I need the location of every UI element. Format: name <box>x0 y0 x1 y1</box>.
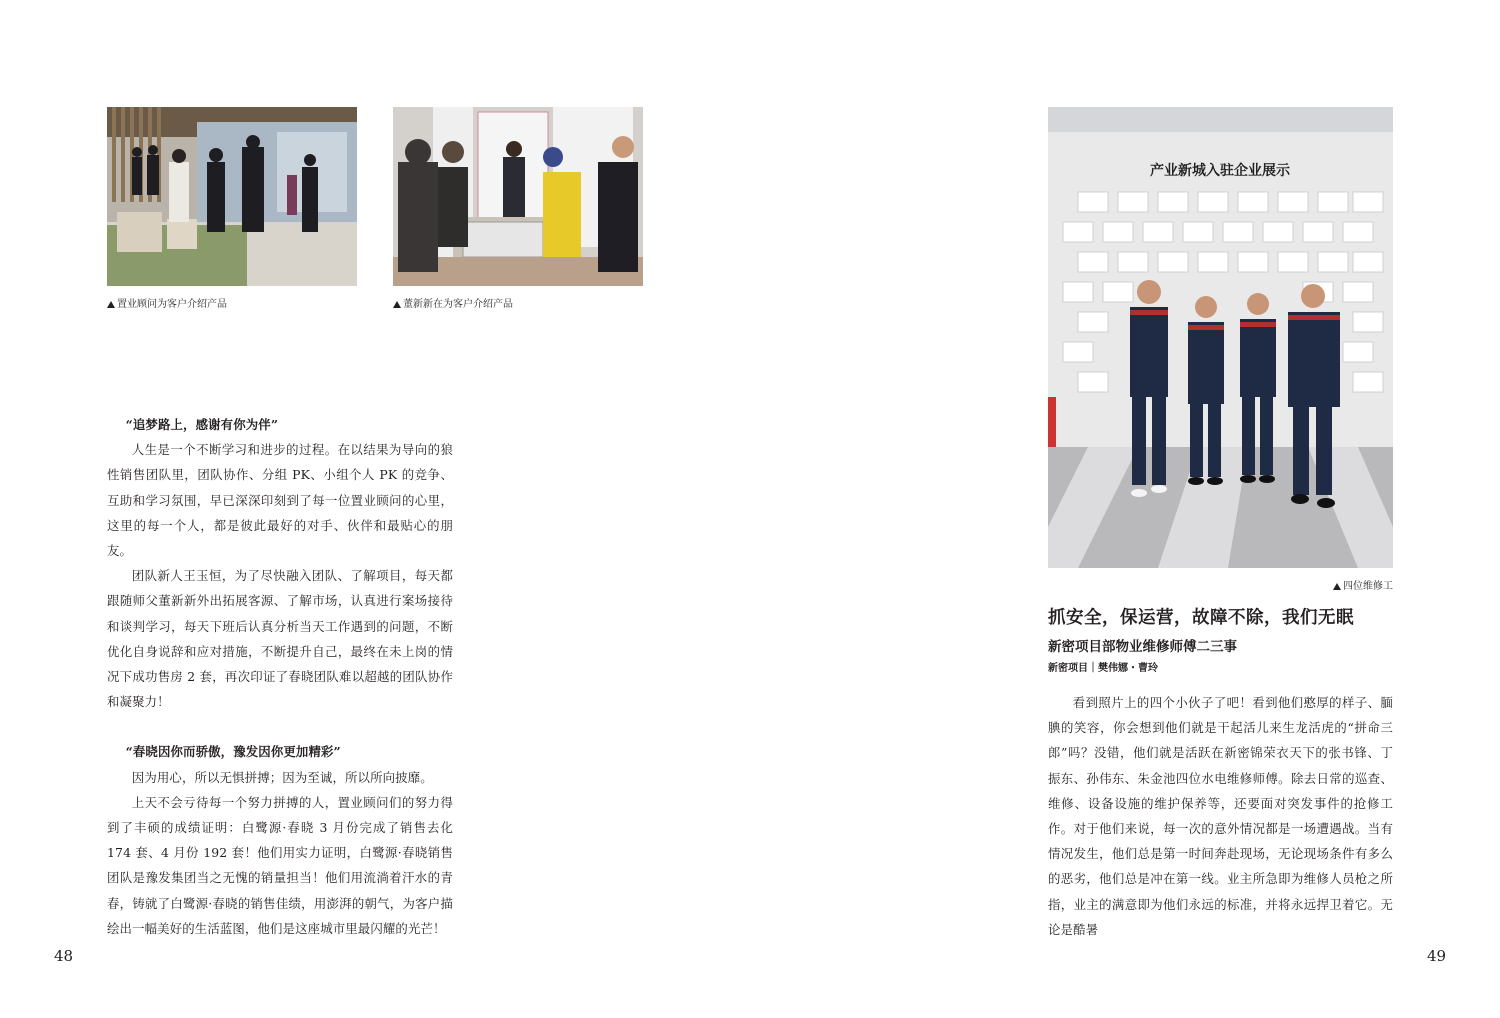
photo-sales-model <box>393 107 643 286</box>
right-text-column <box>1048 690 1393 942</box>
photo-caption: 四位维修工 <box>1333 577 1393 592</box>
section-heading: “追梦路上，感谢有你为伴” <box>125 417 279 432</box>
photo-caption: 置业顾问为客户介绍产品 <box>107 295 227 310</box>
section-heading: “春晓因你而骄傲，豫发因你更加精彩” <box>125 744 341 760</box>
article-byline: 新密项目｜樊伟娜・曹玲 <box>1048 663 1158 674</box>
page-number-right: 49 <box>1427 947 1447 965</box>
article-title: 抓安全，保运营，故障不除，我们无眠 <box>1048 608 1354 628</box>
triangle-marker-icon <box>107 301 115 308</box>
page-number-left: 48 <box>54 947 74 965</box>
paragraph: 团队新人王玉恒，为了尽快融入团队、了解项目，每天都跟随师父董新新外出拓展客源、了解市场，认真进行案场接待和谈判学习，每天下班后认真分析当天工作遇到的问题，不断优化自身说辞和应对措施，不断提升自己，最终在未上岗的情况下成功售房 2 套，再次印证了春晓团队难以超越的团队协作和凝聚力！ <box>107 568 453 710</box>
photo-caption: 董新新在为客户介绍产品 <box>393 295 513 310</box>
photo-four-maintenance-workers-icon <box>1048 107 1393 568</box>
section-gap <box>107 714 453 739</box>
photo-four-workers <box>1048 107 1393 568</box>
paragraph: 人生是一个不断学习和进步的过程。在以结果为导向的狼性销售团队里，团队协作、分组 PK、小组个人 PK 的竞争、互助和学习氛围，早已深深印刻到了每一位置业顾问的心里，这里的每一个人，都是彼此最好的对手、伙伴和最贴心的朋友。 <box>107 442 453 559</box>
left-text-column <box>107 412 453 941</box>
paragraph: 看到照片上的四个小伙子了吧！看到他们憨厚的样子、腼腆的笑容，你会想到他们就是干起活儿来生龙活虎的“拼命三郎”吗？没错，他们就是活跃在新密锦荣衣天下的张书锋、丁振东、孙伟东、朱金池四位水电维修师傅。除去日常的巡查、维修、设备设施的维护保养等，还要面对突发事件的抢修工作。对于他们来说，每一次的意外情况都是一场遭遇战。当有情况发生，他们总是第一时间奔赴现场，无论现场条件有多么的恶劣，他们总是冲在第一线。业主所急即为维修人员枪之所指，业主的满意即为他们永远的标准，并将永远捍卫着它。无论是酷暑 <box>1048 695 1393 937</box>
paragraph: 上天不会亏待每一个努力拼搏的人，置业顾问们的努力得到了丰硕的成绩证明：白鹭源·春晓 3 月份完成了销售去化 174 套、4 月份 192 套！他们用实力证明，白鹭源·春晓销售团队是豫发集团当之无愧的销量担当！他们用流淌着汗水的青春，铸就了白鹭源·春晓的销售佳绩，用澎湃的朝气，为客户描绘出一幅美好的生活蓝图，他们是这座城市里最闪耀的光芒！ <box>107 794 453 936</box>
triangle-marker-icon <box>393 301 401 308</box>
photo-sales-model-display-icon <box>393 107 643 286</box>
article-subtitle: 新密项目部物业维修师傅二三事 <box>1048 639 1237 655</box>
paragraph: 因为用心，所以无惧拼搏；因为至诚，所以所向披靡。 <box>131 769 433 785</box>
wall-sign-text: 产业新城入驻企业展示 <box>1150 163 1290 179</box>
photo-sales-advisors <box>107 107 357 286</box>
photo-sales-advisors-with-clients-icon <box>107 107 357 286</box>
triangle-marker-icon <box>1333 583 1341 590</box>
